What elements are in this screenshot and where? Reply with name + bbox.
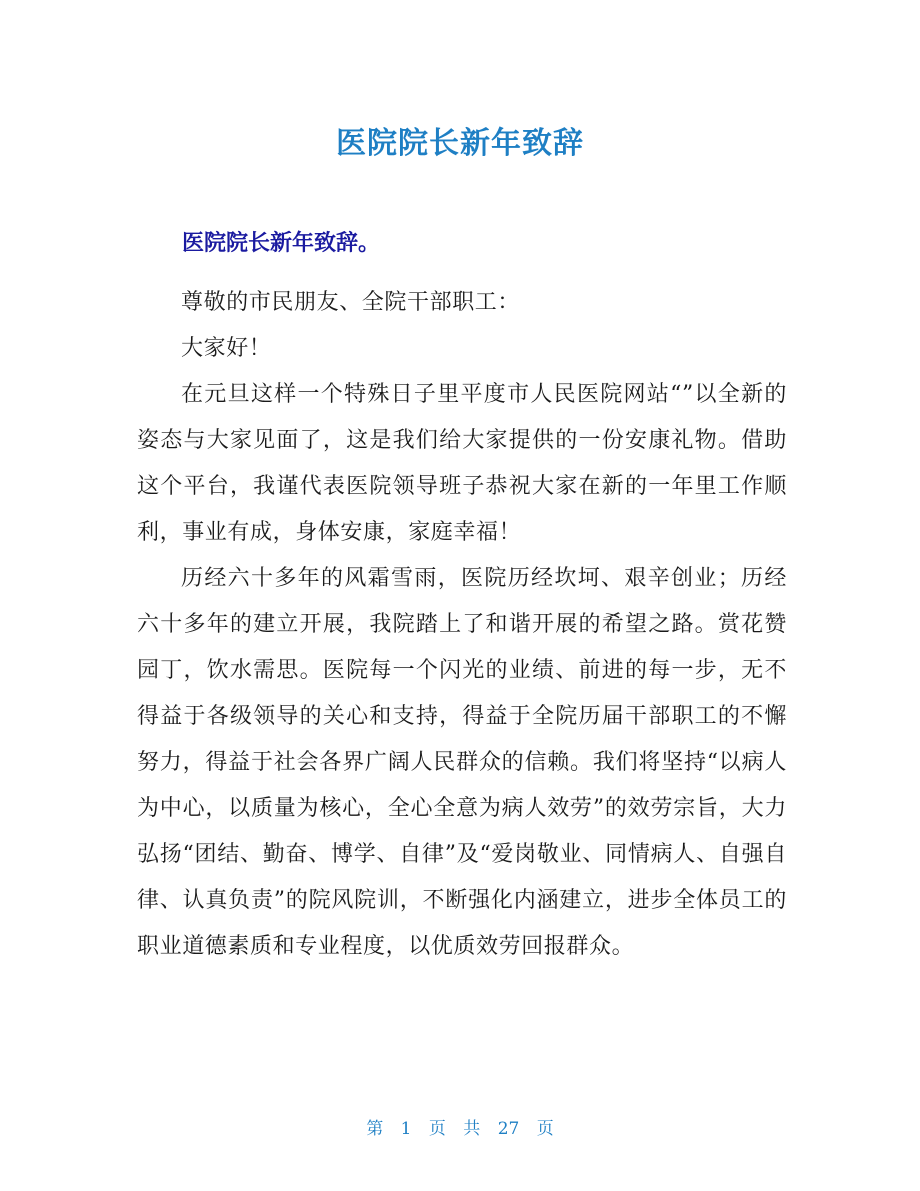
- footer-prefix: 第: [366, 1119, 384, 1139]
- footer-page-word: 页: [428, 1119, 446, 1139]
- body-paragraph: 历经六十多年的风霜雪雨，医院历经坎坷、艰辛创业；历经六十多年的建立开展，我院踏上了和谐开展的希望之路。赏花赞园丁，饮水需思。医院每一个闪光的业绩、前进的每一步，无不得益于各级领导的关心和支持，得益于全院历届干部职工的不懈努力，得益于社会各界广阔人民群众的信赖。我们将坚持“以病人为中心，以质量为核心，全心全意为病人效劳”的效劳宗旨，大力弘扬“团结、勤奋、博学、自律”及“爱岗敬业、同情病人、自强自律、认真负责”的院风院训，不断强化内涵建立，进步全体员工的职业道德素质和专业程度，以优质效劳回报群众。: [137, 566, 787, 959]
- footer-total-word: 共: [463, 1119, 481, 1139]
- footer-suffix: 页: [536, 1119, 554, 1139]
- section-heading: 医院院长新年致辞。: [182, 231, 381, 256]
- current-page-number: 1: [400, 1119, 412, 1139]
- document-title: 医院院长新年致辞: [336, 126, 584, 161]
- greeting-paragraph: 大家好！: [181, 336, 272, 361]
- page-footer: [0, 1114, 920, 1139]
- salutation-paragraph: 尊敬的市民朋友、全院干部职工：: [181, 290, 521, 315]
- total-page-count: 27: [497, 1119, 520, 1139]
- document-body: [137, 280, 787, 970]
- body-paragraph: 在元旦这样一个特殊日子里平度市人民医院网站“”以全新的姿态与大家见面了，这是我们给大家提供的一份安康礼物。借助这个平台，我谨代表医院领导班子恭祝大家在新的一年里工作顺利，事业有成，身体安康，家庭幸福！: [137, 382, 787, 545]
